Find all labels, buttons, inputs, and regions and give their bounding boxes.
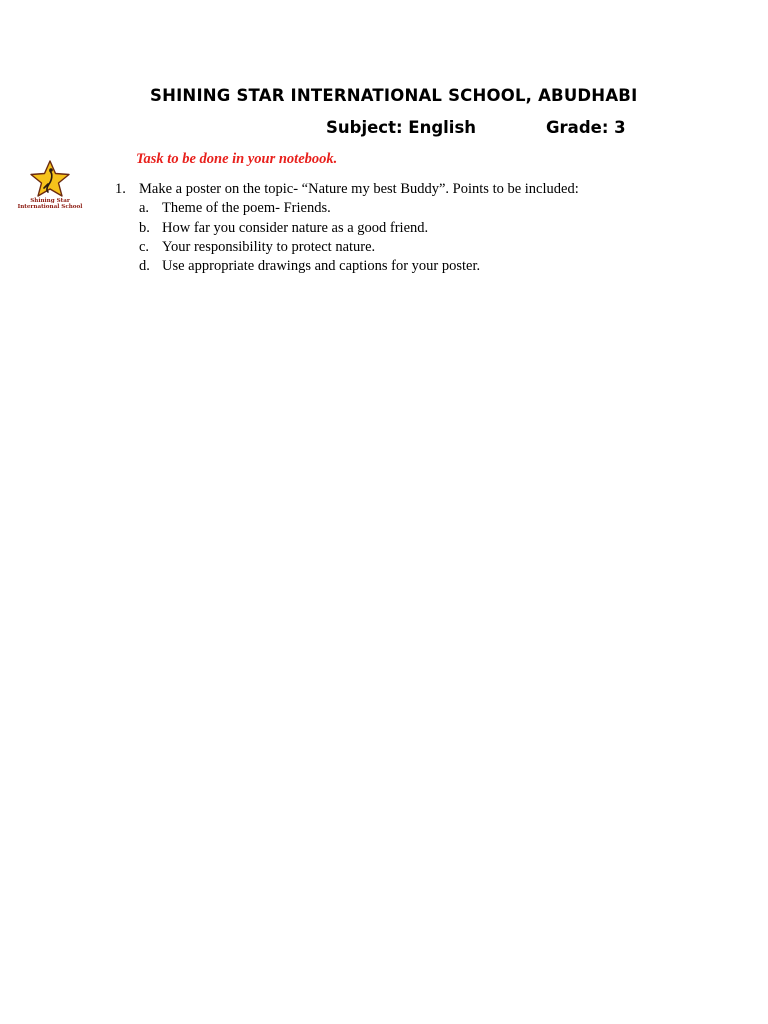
sub-list-letter: c. — [139, 238, 150, 255]
sub-list-text: Use appropriate drawings and captions for your poster. — [162, 258, 481, 275]
sub-list-text: How far you consider nature as a good friend. — [162, 219, 429, 236]
subject-label: Subject: English — [326, 118, 477, 137]
sub-list-text: Theme of the poem- Friends. — [162, 200, 331, 217]
list-item-text: Make a poster on the topic- “Nature my best Buddy”. Points to be included: — [139, 181, 579, 197]
sub-list-text: Your responsibility to protect nature. — [162, 238, 376, 255]
sub-list-letter: d. — [139, 258, 150, 275]
logo-line1: Shining Star — [30, 198, 70, 204]
sub-list-letter: b. — [139, 219, 150, 236]
school-title: SHINING STAR INTERNATIONAL SCHOOL, ABUDHABI — [150, 86, 638, 105]
logo-line2: International School — [17, 204, 83, 210]
school-logo — [16, 158, 86, 210]
star-icon — [31, 161, 69, 196]
grade-label: Grade: 3 — [546, 118, 626, 137]
task-note: Task to be done in your notebook. — [136, 151, 338, 167]
list-number: 1. — [115, 181, 126, 197]
sub-list-letter: a. — [139, 200, 150, 217]
